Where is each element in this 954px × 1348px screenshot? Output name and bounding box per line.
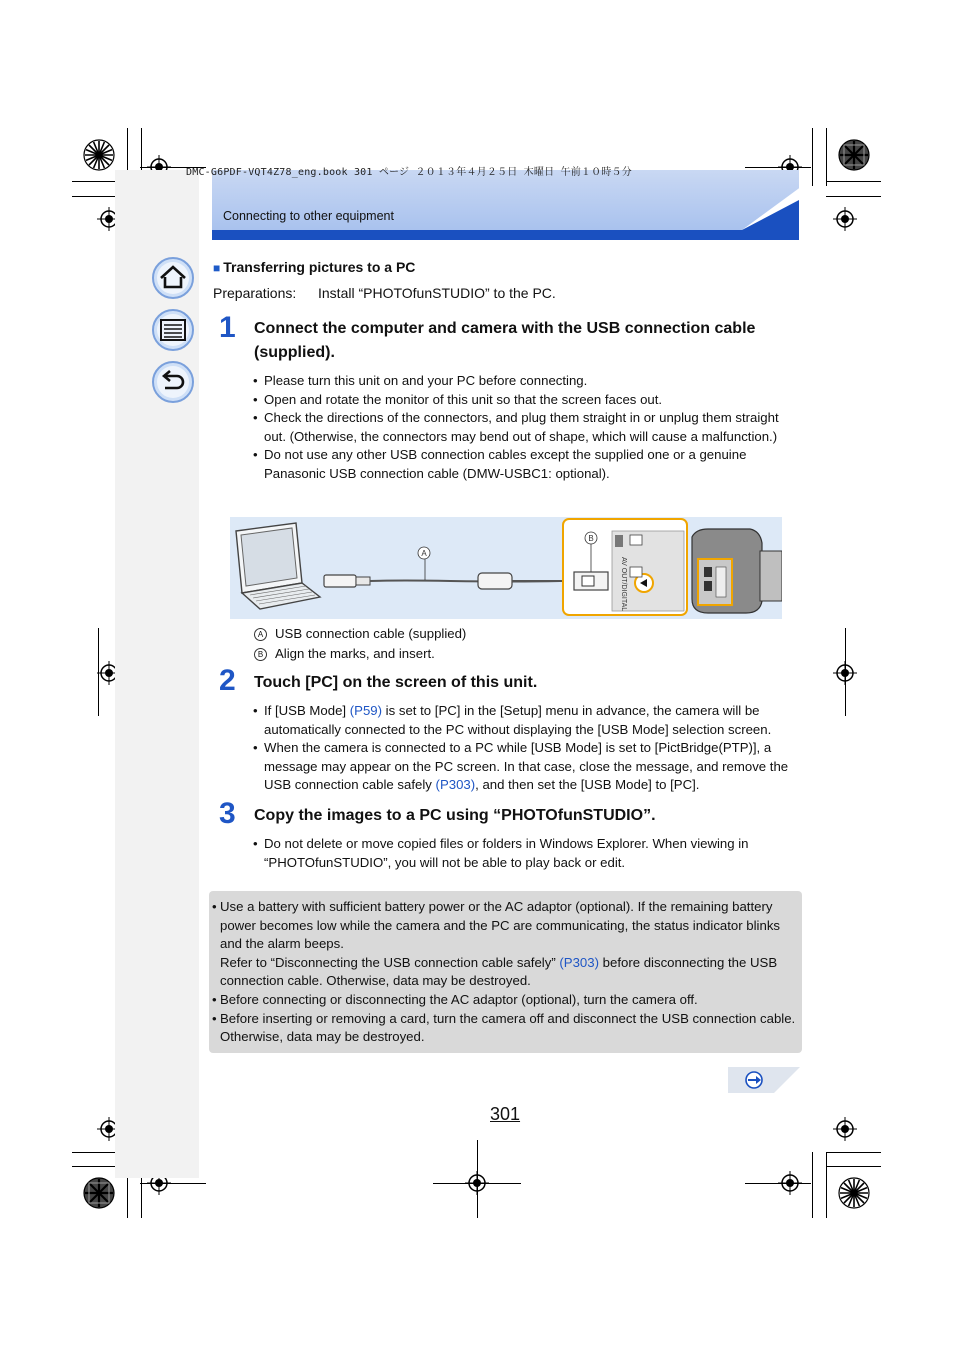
list-item: • Open and rotate the monitor of this unit so that the screen faces out. bbox=[253, 391, 799, 410]
list-item: • Use a battery with sufficient battery power or the AC adaptor (optional). If the remaining battery power becomes low while the camera and the PC are communicating, the status indicator blinks and the alarm beeps. Refer to “Disconnecting the USB connection cable safely” (P303) before disconnecting the USB connection cable. Otherwise, data may be destroyed. bbox=[212, 898, 800, 991]
laptop-icon bbox=[236, 523, 320, 609]
registration-mark-icon bbox=[465, 1171, 489, 1195]
figure-marker-b: B bbox=[588, 534, 594, 543]
usb-connection-figure bbox=[230, 517, 782, 619]
starburst-mark-icon bbox=[83, 139, 115, 171]
list-item: • Do not use any other USB connection cables except the supplied one or a genuine Panasonic USB connection cable (DMW-USBC1: optional). bbox=[253, 446, 799, 483]
step-bullets bbox=[253, 372, 799, 484]
page-link[interactable]: (P303) bbox=[559, 954, 599, 970]
registration-mark-icon bbox=[833, 207, 857, 231]
list-item: • Do not delete or move copied files or folders in Windows Explorer. When viewing in “PHOTOfunSTUDIO”, you will not be able to play back or edit. bbox=[253, 835, 799, 872]
starburst-mark-icon bbox=[838, 139, 870, 171]
figure-callouts bbox=[254, 624, 466, 663]
starburst-mark-icon bbox=[83, 1177, 115, 1209]
port-label: AV OUT/DIGITAL bbox=[620, 557, 627, 612]
starburst-mark-icon bbox=[838, 1177, 870, 1209]
step-title: Connect the computer and camera with the USB connection cable (supplied). bbox=[254, 320, 756, 361]
notes-list bbox=[212, 898, 800, 1047]
preparations: Preparations: Install “PHOTOfunSTUDIO” to the PC. bbox=[213, 285, 556, 301]
list-item: • When the camera is connected to a PC while [USB Mode] is set to [PictBridge(PTP)], a message may appear on the PC screen. In that case, close the message, and remove the USB connection cable safely (P303), and then set the [USB Mode] to [PC]. bbox=[253, 739, 799, 795]
registration-mark-icon bbox=[778, 1171, 802, 1195]
list-item: • Before connecting or disconnecting the AC adaptor (optional), turn the camera off. bbox=[212, 991, 800, 1010]
sub-heading: ■ Transferring pictures to a PC bbox=[213, 259, 416, 275]
figure-marker-a: A bbox=[421, 549, 427, 558]
list-item: • Before inserting or removing a card, turn the camera off and disconnect the USB connection cable. Otherwise, data may be destroyed. bbox=[212, 1010, 800, 1047]
menu-button[interactable] bbox=[151, 308, 195, 352]
step-title: Touch [PC] on the screen of this unit. bbox=[254, 674, 538, 691]
list-item: • If [USB Mode] (P59) is set to [PC] in the [Setup] menu in advance, the camera will be automatically connected to the PC without displaying the [USB Mode] selection screen. bbox=[253, 702, 799, 739]
registration-mark-icon bbox=[833, 661, 857, 685]
home-button[interactable] bbox=[151, 256, 195, 300]
home-icon bbox=[151, 256, 195, 300]
camera-icon bbox=[692, 529, 782, 613]
registration-mark-icon bbox=[833, 1117, 857, 1141]
callout-b: B Align the marks, and insert. bbox=[254, 644, 466, 664]
step-number: 1 bbox=[219, 311, 236, 344]
page-link[interactable]: (P59) bbox=[349, 703, 383, 718]
back-arrow-icon bbox=[151, 360, 195, 404]
step-number: 2 bbox=[219, 664, 236, 697]
step-bullets bbox=[253, 702, 799, 795]
page-number: 301 bbox=[490, 1104, 521, 1124]
list-item: • Check the directions of the connectors, and plug them straight in or unplug them straight out. (Otherwise, the connectors may bend out of shape, which will cause a malfunction.) bbox=[253, 409, 799, 446]
section-title: Connecting to other equipment bbox=[223, 209, 394, 223]
next-page-button[interactable] bbox=[728, 1067, 800, 1093]
menu-list-icon bbox=[151, 308, 195, 352]
callout-a: A USB connection cable (supplied) bbox=[254, 624, 466, 644]
step-title: Copy the images to a PC using “PHOTOfunSTUDIO”. bbox=[254, 807, 656, 824]
list-item: • Please turn this unit on and your PC before connecting. bbox=[253, 372, 799, 391]
next-page-arrow-icon bbox=[746, 1072, 762, 1088]
back-button[interactable] bbox=[151, 360, 195, 404]
step-number: 3 bbox=[219, 797, 236, 830]
header-band bbox=[212, 170, 799, 240]
step-bullets bbox=[253, 835, 799, 872]
book-info: DMC-G6PDF-VQT4Z78_eng.book 301 ページ ２０１３年４月２５日 木曜日 午前１０時５分 bbox=[186, 167, 632, 178]
page-link[interactable]: (P303) bbox=[435, 777, 476, 793]
